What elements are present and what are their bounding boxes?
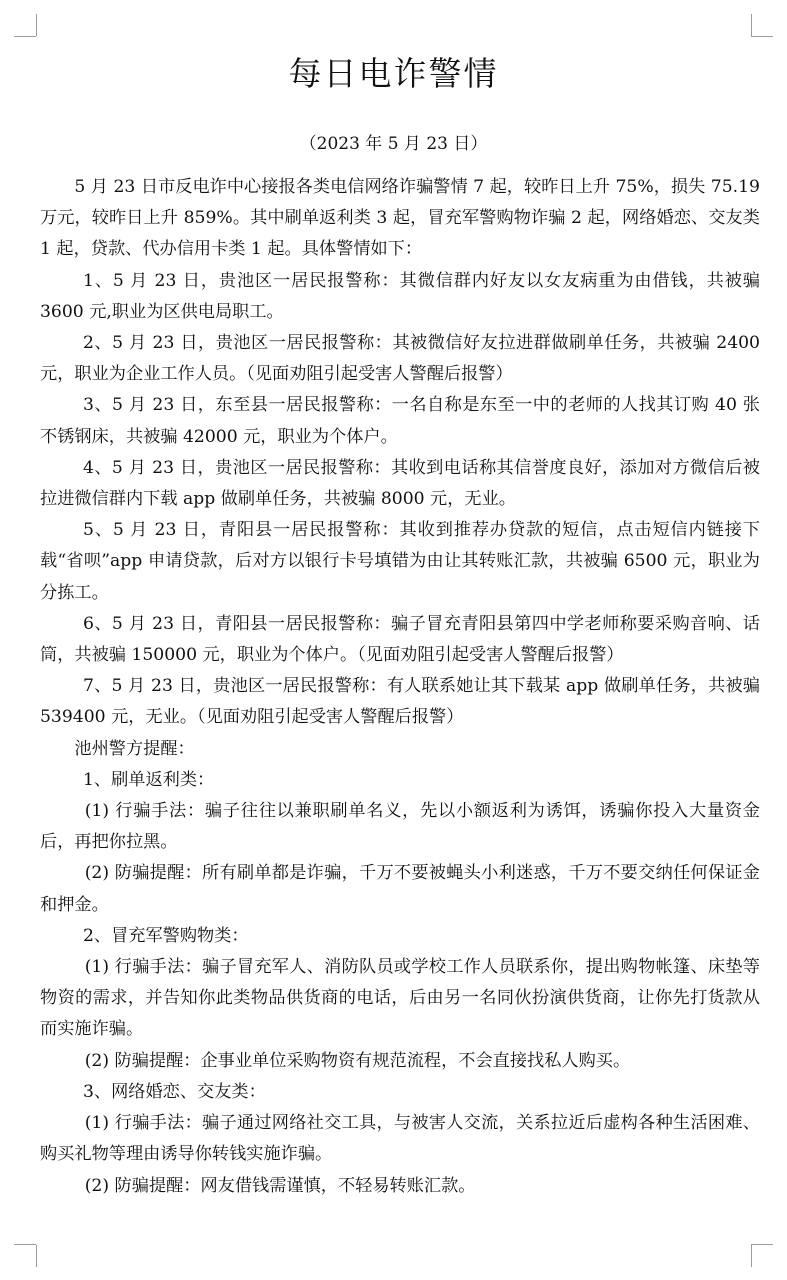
reminder-category-heading: 1、刷单返利类： <box>83 769 215 790</box>
reminder-category-heading: 3、网络婚恋、交友类： <box>83 1081 266 1102</box>
document-body <box>40 172 760 1202</box>
reminder-point: (1) 行骗手法：骗子往往以兼职刷单名义，先以小额返利为诱饵，诱骗你投入大量资金后，再把你拉黑。 <box>40 801 760 853</box>
crop-mark-bottom-right-v <box>751 1245 752 1267</box>
case-item: 4、5 月 23 日，贵池区一居民报警称：其收到电话称其信誉度良好，添加对方微信后被拉进微信群内下载 app 做刷单任务，共被骗 8000 元，无业。 <box>40 457 760 510</box>
reminder-point: (1) 行骗手法：骗子通过网络社交工具，与被害人交流，关系拉近后虚构各种生活困难、购买礼物等理由诱导你转钱实施诈骗。 <box>40 1113 760 1165</box>
crop-mark-top-right-v <box>751 14 752 36</box>
case-item: 1、5 月 23 日，贵池区一居民报警称：其微信群内好友以女友病重为由借钱，共被骗 3600 元,职业为区供电局职工。 <box>40 270 760 322</box>
page-title: 每日电诈警情 <box>288 54 499 93</box>
crop-mark-top-right-h <box>751 36 773 37</box>
case-item: 7、5 月 23 日，贵池区一居民报警称：有人联系她让其下载某 app 做刷单任务，共被骗 539400 元，无业。（见面劝阻引起受害人警醒后报警） <box>40 676 760 728</box>
crop-mark-bottom-right-h <box>751 1244 773 1245</box>
crop-mark-top-left-h <box>14 36 36 37</box>
case-item: 3、5 月 23 日，东至县一居民报警称：一名自称是东至一中的老师的人找其订购 40 张不锈钢床，共被骗 42000 元，职业为个体户。 <box>40 395 760 447</box>
reminder-point: (2) 防骗提醒：所有刷单都是诈骗，千万不要被蝇头小利迷惑，千万不要交纳任何保证金和押金。 <box>40 863 760 915</box>
report-date: （2023 年 5 月 23 日） <box>299 134 488 154</box>
reminder-point: (2) 防骗提醒：网友借钱需谨慎，不轻易转账汇款。 <box>84 1175 476 1196</box>
intro-paragraph: 5 月 23 日市反电诈中心接报各类电信网络诈骗警情 7 起，较昨日上升 75%，损失 75.19 万元，较昨日上升 859%。其中刷单返利类 3 起，冒充军警购物诈骗 2 起，网络婚恋、交友类 1 起，贷款、代办信用卡类 1 起。具体警情如下： <box>40 177 760 260</box>
crop-mark-bottom-left-h <box>14 1244 36 1245</box>
case-item: 2、5 月 23 日，贵池区一居民报警称：其被微信好友拉进群做刷单任务，共被骗 2400 元，职业为企业工作人员。（见面劝阻引起受害人警醒后报警） <box>40 333 760 385</box>
reminder-category-heading: 2、冒充军警购物类： <box>83 925 249 946</box>
reminder-point: (2) 防骗提醒：企事业单位采购物资有规范流程，不会直接找私人购买。 <box>84 1050 631 1071</box>
case-item: 5、5 月 23 日，青阳县一居民报警称：其收到推荐办贷款的短信，点击短信内链接下载“省呗”app 申请贷款，后对方以银行卡号填错为由让其转账汇款，共被骗 6500 元，职业为分拣工。 <box>40 520 760 603</box>
case-item: 6、5 月 23 日，青阳县一居民报警称：骗子冒充青阳县第四中学老师称要采购音响、话筒，共被骗 150000 元，职业为个体户。（见面劝阻引起受害人警醒后报警） <box>40 613 760 666</box>
reminder-heading: 池州警方提醒： <box>74 738 195 759</box>
crop-mark-bottom-left-v <box>36 1245 37 1267</box>
reminder-point: (1) 行骗手法：骗子冒充军人、消防队员或学校工作人员联系你，提出购物帐篷、床垫等物资的需求，并告知你此类物品供货商的电话，后由另一名同伙扮演供货商，让你先打货款从而实施诈骗。 <box>40 957 760 1040</box>
crop-mark-top-left-v <box>36 14 37 36</box>
